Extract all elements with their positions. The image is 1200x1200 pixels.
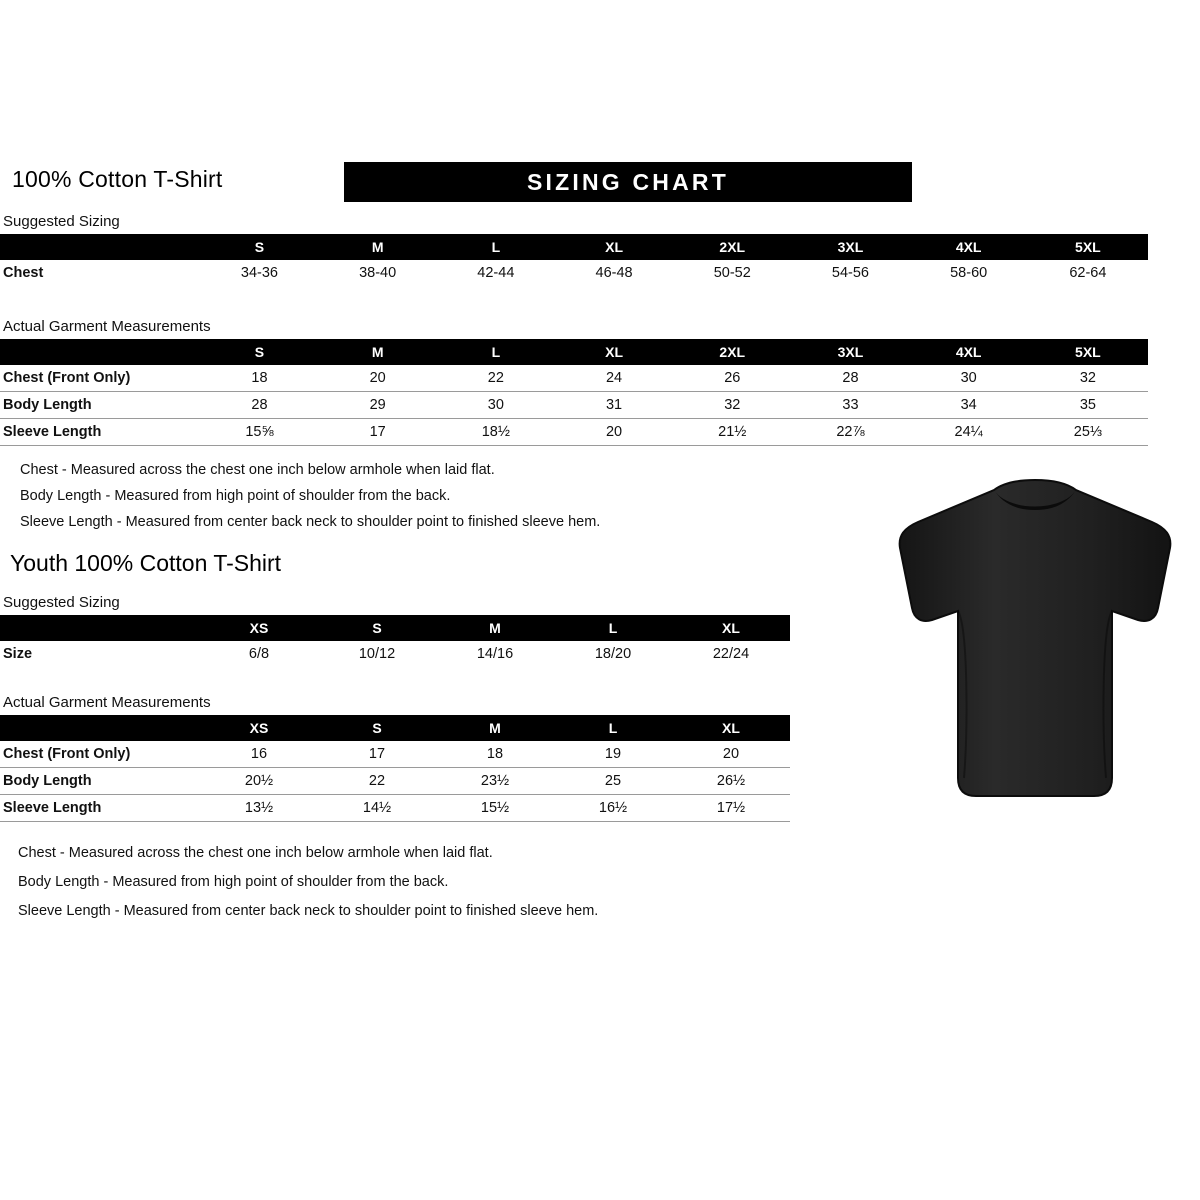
cell: 14/16 [476, 646, 514, 662]
youth-section-title: Youth 100% Cotton T-Shirt [10, 550, 282, 576]
sizing-chart-banner-label: SIZING CHART [527, 168, 729, 195]
cell: 18/20 [594, 646, 632, 662]
cell: 6/8 [248, 646, 270, 662]
col-header [0, 615, 200, 641]
adult-suggested-sizing-label: Suggested Sizing [3, 213, 120, 230]
cell: 24¼ [910, 419, 1028, 446]
row-label: Chest [3, 265, 44, 281]
col-header: L [437, 234, 555, 260]
col-header: 3XL [791, 234, 909, 260]
col-header: L [554, 715, 672, 741]
cell: 20 [555, 419, 673, 446]
col-header: XS [200, 715, 318, 741]
cell: 25 [554, 768, 672, 795]
table-row [0, 419, 1148, 446]
cell: 18 [436, 741, 554, 768]
col-header [0, 234, 200, 260]
adult-suggested-sizing-table [0, 234, 1148, 286]
table-header-row [0, 339, 1148, 365]
adult-actual-measurements-table [0, 339, 1148, 446]
cell: 16 [200, 741, 318, 768]
row-label: Body Length [0, 768, 200, 795]
cell: 32 [1028, 365, 1148, 392]
adult-note-body-length: Body Length - Measured from high point of shoulder from the back. [20, 488, 451, 504]
col-header: S [200, 234, 318, 260]
table-row [0, 260, 1148, 286]
cell: 20 [672, 741, 790, 768]
cell: 34 [910, 392, 1028, 419]
cell: 22/24 [712, 646, 750, 662]
col-header: S [200, 339, 318, 365]
black-tshirt-icon [890, 478, 1180, 813]
cell: 30 [437, 392, 555, 419]
row-label: Size [3, 646, 33, 662]
cell: 22 [318, 768, 436, 795]
cell: 25⅓ [1028, 419, 1148, 446]
col-header: M [436, 715, 554, 741]
col-header: 5XL [1028, 339, 1148, 365]
cell: 35 [1028, 392, 1148, 419]
youth-actual-measurements-label: Actual Garment Measurements [3, 694, 211, 711]
cell: 28 [791, 365, 909, 392]
col-header: 3XL [791, 339, 909, 365]
row-label: Sleeve Length [0, 795, 200, 822]
cell: 15⅝ [200, 419, 318, 446]
table-row [0, 392, 1148, 419]
cell: 50-52 [713, 265, 751, 281]
youth-note-body-length: Body Length - Measured from high point of shoulder from the back. [18, 874, 449, 890]
youth-suggested-sizing-table [0, 615, 790, 667]
table-header-row [0, 615, 790, 641]
youth-note-sleeve-length: Sleeve Length - Measured from center back neck to shoulder point to finished sleeve hem. [18, 903, 599, 919]
youth-note-chest: Chest - Measured across the chest one inch below armhole when laid flat. [18, 845, 493, 861]
cell: 10/12 [358, 646, 396, 662]
cell: 34-36 [240, 265, 278, 281]
col-header: XS [200, 615, 318, 641]
cell: 46-48 [595, 265, 633, 281]
adult-note-chest: Chest - Measured across the chest one inch below armhole when laid flat. [20, 462, 495, 478]
tshirt-illustration [890, 478, 1180, 813]
row-label: Chest (Front Only) [0, 365, 200, 392]
cell: 62-64 [1069, 265, 1107, 281]
col-header: XL [555, 339, 673, 365]
col-header: XL [555, 234, 673, 260]
page-title: 100% Cotton T-Shirt [12, 166, 223, 192]
cell: 54-56 [831, 265, 869, 281]
cell: 32 [673, 392, 791, 419]
cell: 26 [673, 365, 791, 392]
youth-actual-measurements-table [0, 715, 790, 822]
cell: 33 [791, 392, 909, 419]
cell: 58-60 [950, 265, 988, 281]
col-header: 2XL [673, 234, 791, 260]
cell: 18½ [437, 419, 555, 446]
cell: 13½ [200, 795, 318, 822]
cell: 38-40 [359, 265, 397, 281]
row-label: Body Length [0, 392, 200, 419]
col-header: L [554, 615, 672, 641]
col-header: S [318, 715, 436, 741]
cell: 26½ [672, 768, 790, 795]
col-header [0, 339, 200, 365]
cell: 18 [200, 365, 318, 392]
cell: 23½ [436, 768, 554, 795]
cell: 17 [318, 741, 436, 768]
table-row [0, 795, 790, 822]
cell: 16½ [554, 795, 672, 822]
cell: 17½ [672, 795, 790, 822]
col-header: S [318, 615, 436, 641]
adult-actual-measurements-label: Actual Garment Measurements [3, 318, 211, 335]
cell: 30 [910, 365, 1028, 392]
cell: 20½ [200, 768, 318, 795]
cell: 28 [200, 392, 318, 419]
cell: 19 [554, 741, 672, 768]
cell: 20 [319, 365, 437, 392]
table-row [0, 768, 790, 795]
cell: 24 [555, 365, 673, 392]
col-header: 4XL [910, 234, 1028, 260]
col-header: M [319, 339, 437, 365]
cell: 42-44 [477, 265, 515, 281]
col-header: 2XL [673, 339, 791, 365]
cell: 17 [319, 419, 437, 446]
table-row [0, 741, 790, 768]
cell: 22⅞ [791, 419, 909, 446]
cell: 31 [555, 392, 673, 419]
adult-title-row [12, 162, 902, 204]
col-header [0, 715, 200, 741]
sizing-chart-banner [344, 162, 912, 202]
table-header-row [0, 234, 1148, 260]
row-label: Chest (Front Only) [0, 741, 200, 768]
youth-suggested-sizing-label: Suggested Sizing [3, 594, 120, 611]
table-header-row [0, 715, 790, 741]
col-header: XL [672, 615, 790, 641]
table-row [0, 641, 790, 667]
row-label: Sleeve Length [0, 419, 200, 446]
cell: 21½ [673, 419, 791, 446]
cell: 22 [437, 365, 555, 392]
col-header: XL [672, 715, 790, 741]
col-header: 5XL [1028, 234, 1148, 260]
col-header: 4XL [910, 339, 1028, 365]
col-header: L [437, 339, 555, 365]
adult-note-sleeve-length: Sleeve Length - Measured from center back neck to shoulder point to finished sleeve hem. [20, 514, 601, 530]
cell: 29 [319, 392, 437, 419]
table-row [0, 365, 1148, 392]
col-header: M [436, 615, 554, 641]
cell: 15½ [436, 795, 554, 822]
cell: 14½ [318, 795, 436, 822]
col-header: M [319, 234, 437, 260]
